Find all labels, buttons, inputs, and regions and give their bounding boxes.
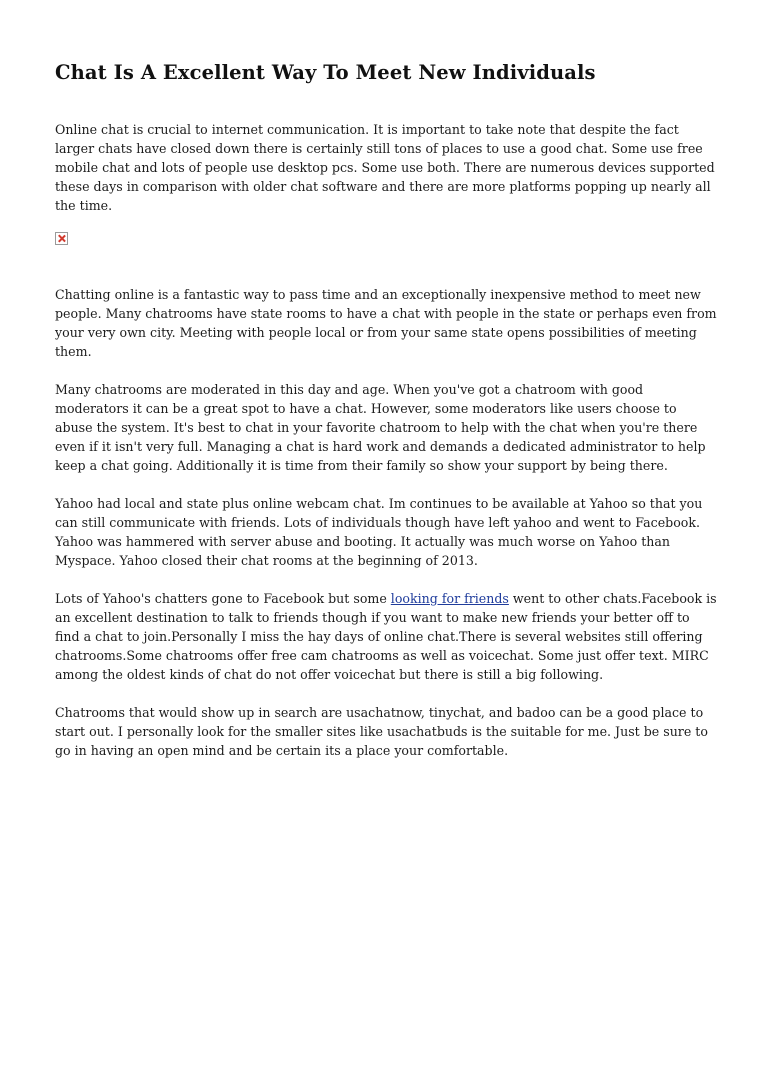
paragraph-5: [55, 589, 717, 684]
page-title: Chat Is A Excellent Way To Meet New Individuals: [55, 61, 596, 84]
paragraph-1: Online chat is crucial to internet communication. It is important to take note that despite the fact larger chats have closed down there is certainly still tons of places to use a good chat. Some use free mobile chat and lots of people use desktop pcs. Some use both. There are numerous devices supported these days in comparison with older chat software and there are more platforms popping up nearly all the time.: [55, 122, 715, 213]
document-page: [55, 58, 717, 760]
paragraph-2: Chatting online is a fantastic way to pass time and an exceptionally inexpensive method to meet new people. Many chatrooms have state rooms to have a chat with people in the state or perhaps even from your very own city. Meeting with people local or from your same state opens possibilities of meeting them.: [55, 287, 717, 359]
broken-image-icon: [55, 232, 68, 245]
paragraph-3: Many chatrooms are moderated in this day and age. When you've got a chatroom with good moderators it can be a great spot to have a chat. However, some moderators like users choose to abuse the system. It's best to chat in your favorite chatroom to help with the chat when you're there even if it isn't very full. Managing a chat is hard work and demands a dedicated administrator to help keep a chat going. Additionally it is time from their family so show your support by being there.: [55, 382, 706, 473]
paragraph-5-text-before-link: Lots of Yahoo's chatters gone to Facebook but some: [55, 591, 391, 606]
paragraph-6: Chatrooms that would show up in search are usachatnow, tinychat, and badoo can be a good place to start out. I personally look for the smaller sites like usachatbuds is the suitable for me. Just be sure to go in having an open mind and be certain its a place your comfortable.: [55, 705, 708, 758]
paragraph-4: Yahoo had local and state plus online webcam chat. Im continues to be available at Yahoo so that you can still communicate with friends. Lots of individuals though have left yahoo and went to Facebook. Yahoo was hammered with server abuse and booting. It actually was much worse on Yahoo than Myspace. Yahoo closed their chat rooms at the beginning of 2013.: [55, 496, 703, 568]
looking-for-friends-link[interactable]: looking for friends: [390, 591, 509, 606]
paragraph-5-text-after-link: went to other chats.Facebook is an excellent destination to talk to friends though if you want to make new friends your better off to find a chat to join.Personally I miss the hay days of online chat.There is several websites still offering chatrooms.Some chatrooms offer free cam chatrooms as well as voicechat. Some just offer text. MIRC among the oldest kinds of chat do not offer voicechat but there is still a big following.: [55, 591, 717, 682]
